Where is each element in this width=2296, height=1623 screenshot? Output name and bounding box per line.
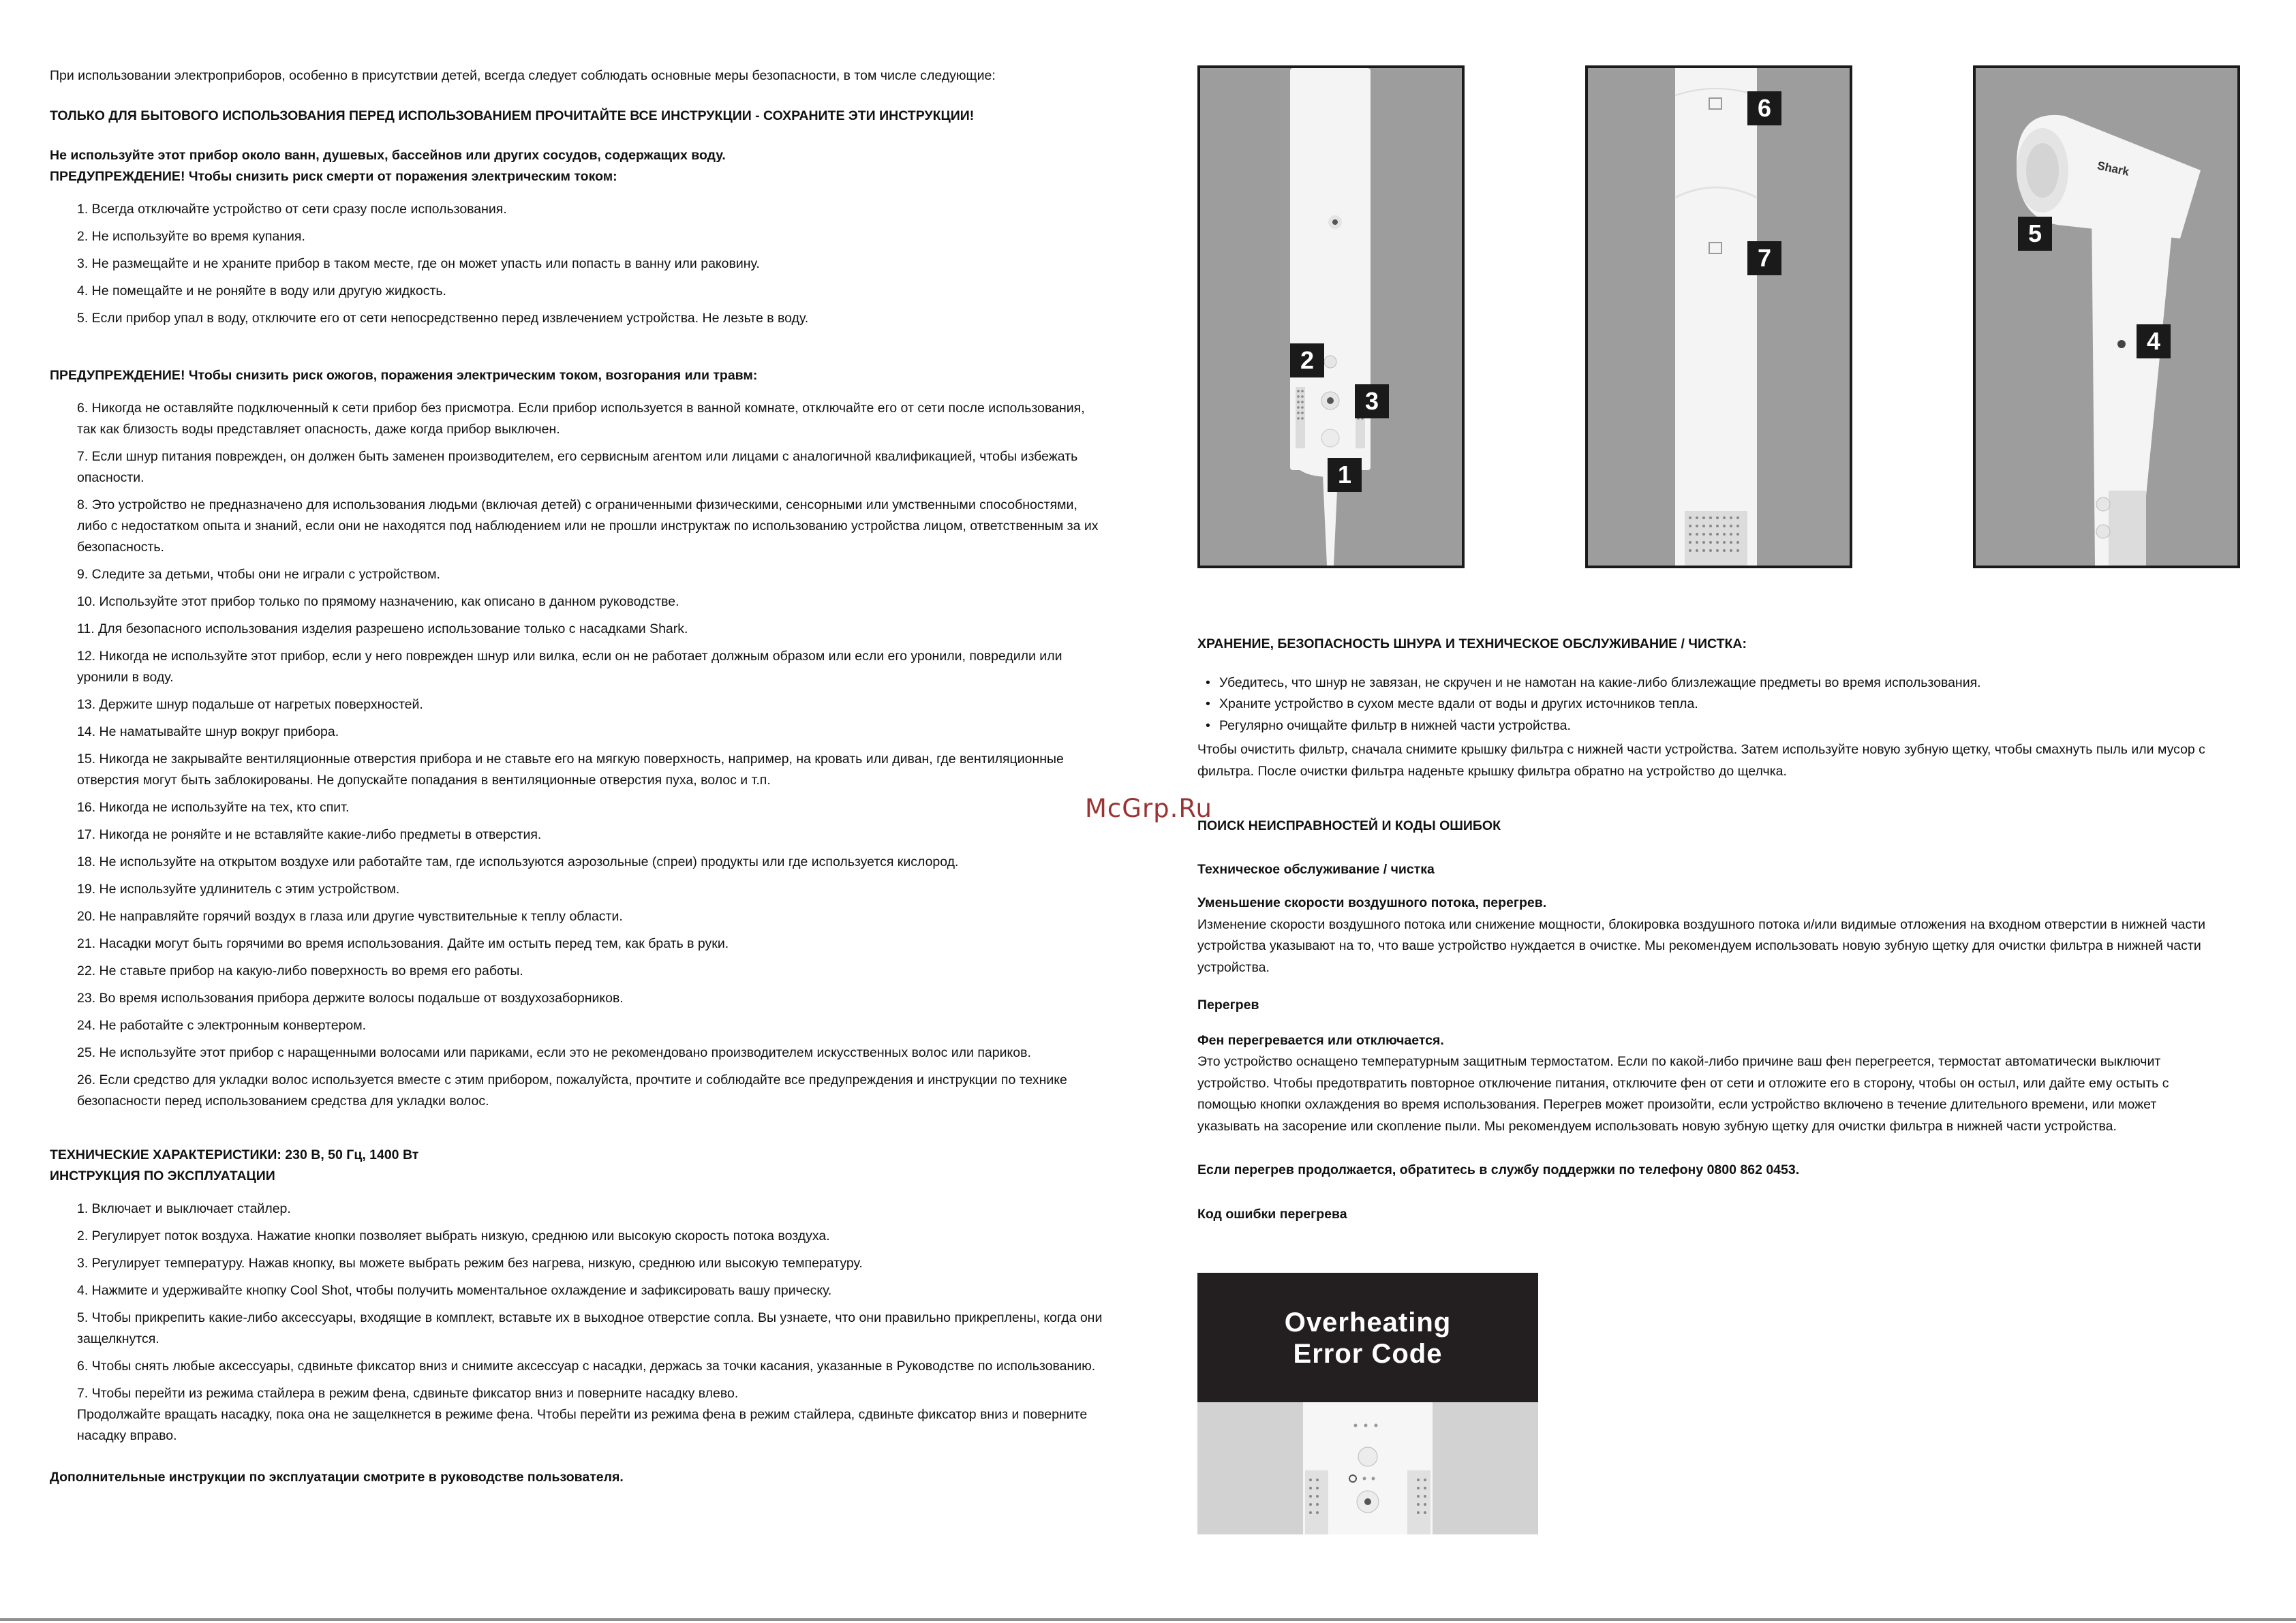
list-item: 16. Никогда не используйте на тех, кто спит. — [77, 800, 350, 815]
shark-logo: Shark — [2096, 159, 2130, 179]
list-item: 21. Насадки могут быть горячими во время использования. Дайте им остыть перед тем, как брать в руки. — [77, 936, 729, 951]
error-code-figure — [1197, 1273, 1538, 1539]
filter-text: Чтобы очистить фильтр, сначала снимите крышку фильтра с нижней части устройства. Затем используйте новую зубную щетку, чтобы смахнуть пыль или мусор с фильтра. После очистки фильтра наденьте крышку фильтра обратно на устройство до щелчка. — [1197, 742, 2205, 779]
list-item: 1. Всегда отключайте устройство от сети сразу после использования. — [77, 202, 507, 217]
list-item-text: 7. Чтобы перейти из режима стайлера в режим фена, сдвиньте фиксатор вниз и поверните насадку влево. — [77, 1386, 739, 1401]
device-closeup-illustration — [1197, 1402, 1538, 1534]
styler-side-illustration — [1588, 68, 1850, 566]
list-item: 12. Никогда не используйте этот прибор, если у него поврежден шнур или вилка, если он не работает должным образом или если его уронили, повредили или уронили в воду. — [77, 649, 1062, 685]
specs: ТЕХНИЧЕСКИЕ ХАРАКТЕРИСТИКИ: 230 В, 50 Гц, 1400 Вт — [50, 1147, 419, 1162]
ops-heading: ИНСТРУКЦИЯ ПО ЭКСПЛУАТАЦИИ — [50, 1169, 275, 1184]
list-item: 25. Не используйте этот прибор с наращенными волосами или париками, если это не рекомендовано производителем искусственных волос или париков. — [77, 1045, 1031, 1060]
list-item: 15. Никогда не закрывайте вентиляционные отверстия прибора и не ставьте его на мягкую поверхность, например, на кровать или диван, где вентиляционные отверстия могут быть заблокированы. Не допускайте попадания в вентиляционные отверстия пуха, волос и т.п. — [77, 752, 1064, 788]
list-item: 1. Включает и выключает стайлер. — [77, 1201, 291, 1216]
error-code-label: Код ошибки перегрева — [1197, 1206, 1347, 1222]
list-item: • Храните устройство в сухом месте вдали от воды и других источников тепла. — [1206, 694, 2220, 715]
figure-attachment — [1585, 65, 1852, 568]
figure-controls — [1197, 65, 1465, 568]
list-item: 3. Регулирует температуру. Нажав кнопку, вы можете выбрать режим без нагрева, низкую, среднюю или высокую температуру. — [77, 1256, 863, 1271]
watermark: McGrp.Ru — [1085, 794, 1212, 823]
footer-note: Дополнительные инструкции по эксплуатации смотрите в руководстве пользователя. — [50, 1470, 624, 1485]
support-note: Если перегрев продолжается, обратитесь в службу поддержки по телефону 0800 862 0453. — [1197, 1162, 1800, 1177]
list-item: 7. Если шнур питания поврежден, он должен быть заменен производителем, его сервисным агентом или лицами с аналогичной квалификацией, чтобы избежать опасности. — [77, 449, 1078, 485]
left-column — [50, 65, 1103, 1488]
list-item: 4. Не помещайте и не роняйте в воду или другую жидкость. — [77, 283, 446, 298]
overheat-heading: Перегрев — [1197, 998, 1259, 1013]
maintenance-heading: Техническое обслуживание / чистка — [1197, 861, 1435, 877]
list-item-continuation: Продолжайте вращать насадку, пока она не защелкнется в режиме фена. Чтобы перейти из режима фена в режим стайлера, сдвиньте фиксатор вниз и поверните насадку вправо. — [77, 1407, 1088, 1443]
ops-list — [50, 1199, 1103, 1447]
list-item: 20. Не направляйте горячий воздух в глаза или другие чувствительные к теплу области. — [77, 909, 623, 924]
list-item: 5. Если прибор упал в воду, отключите его от сети непосредственно перед извлечением устройства. Не лезьте в воду. — [77, 311, 809, 326]
storage-list — [1197, 673, 2220, 737]
list-item: 22. Не ставьте прибор на какую-либо поверхность во время его работы. — [77, 963, 523, 978]
list-item: 4. Нажмите и удерживайте кнопку Cool Shot, чтобы получить моментальное охлаждение и зафиксировать вашу прическу. — [77, 1283, 832, 1298]
list-item: 26. Если средство для укладки волос используется вместе с этим прибором, пожалуйста, прочтите и соблюдайте все предупреждения и инструкции по технике безопасности перед использованием средства для укладки волос. — [77, 1072, 1067, 1109]
figure-dryer-mode — [1973, 65, 2240, 568]
callout-7: 7 — [1747, 241, 1781, 275]
list-item: • Регулярно очищайте фильтр в нижней части устройства. — [1206, 715, 2220, 737]
burn-warning: ПРЕДУПРЕЖДЕНИЕ! Чтобы снизить риск ожогов, поражения электрическим током, возгорания или травм: — [50, 368, 758, 383]
list-item: 19. Не используйте удлинитель с этим устройством. — [77, 882, 400, 897]
error-code-device-photo — [1197, 1402, 1538, 1534]
callout-5: 5 — [2018, 217, 2052, 251]
list-item: 11. Для безопасного использования изделия разрешено использование только с насадками Shark. — [77, 621, 688, 636]
list-item: 2. Не используйте во время купания. — [77, 229, 305, 244]
list-item: 9. Следите за детьми, чтобы они не играли с устройством. — [77, 567, 440, 582]
list-item: 3. Не размещайте и не храните прибор в таком месте, где он может упасть или попасть в ванну или раковину. — [77, 256, 760, 271]
electric-warning: ПРЕДУПРЕЖДЕНИЕ! Чтобы снизить риск смерти от поражения электрическим током: — [50, 169, 617, 184]
list-item: 13. Держите шнур подальше от нагретых поверхностей. — [77, 697, 423, 712]
overheat-subheading: Фен перегревается или отключается. — [1197, 1032, 1444, 1048]
list-item: 17. Никогда не роняйте и не вставляйте какие-либо предметы в отверстия. — [77, 827, 542, 842]
right-column — [1197, 634, 2220, 1225]
list-item: 2. Регулирует поток воздуха. Нажатие кнопки позволяет выбрать низкую, среднюю или высокую скорость потока воздуха. — [77, 1228, 830, 1243]
list-item: 5. Чтобы прикрепить какие-либо аксессуары, входящие в комплект, вставьте их в выходное отверстие сопла. Вы узнаете, что они правильно прикреплены, когда они защелкнутся. — [77, 1310, 1103, 1346]
list-item: 6. Никогда не оставляйте подключенный к сети прибор без присмотра. Если прибор используется в ванной комнате, отключайте его от сети после использования, так как близость воды представляет опасность, даже когда прибор выключен. — [77, 401, 1085, 437]
list-item: 6. Чтобы снять любые аксессуары, сдвиньте фиксатор вниз и снимите аксессуар с насадки, держась за точки касания, указанные в Руководстве по использованию. — [77, 1359, 1096, 1374]
safety-list-2 — [50, 398, 1103, 1112]
error-banner-line-1: Overheating — [1284, 1308, 1452, 1338]
error-code-banner — [1197, 1273, 1538, 1402]
dryer-illustration — [1976, 68, 2237, 566]
storage-heading: ХРАНЕНИЕ, БЕЗОПАСНОСТЬ ШНУРА И ТЕХНИЧЕСКОЕ ОБСЛУЖИВАНИЕ / ЧИСТКА: — [1197, 636, 1747, 651]
airflow-heading: Уменьшение скорости воздушного потока, перегрев. — [1197, 895, 1547, 910]
troubleshooting-heading: ПОИСК НЕИСПРАВНОСТЕЙ И КОДЫ ОШИБОК — [1197, 818, 1501, 833]
list-item: 24. Не работайте с электронным конвертером. — [77, 1018, 367, 1033]
intro-text: При использовании электроприборов, особенно в присутствии детей, всегда следует соблюдать основные меры безопасности, в том числе следующие: — [50, 68, 996, 83]
callout-2: 2 — [1290, 343, 1324, 377]
list-item: • Убедитесь, что шнур не завязан, не скручен и не намотан на какие-либо близлежащие предметы во время использования. — [1206, 673, 2220, 694]
callout-3: 3 — [1355, 384, 1389, 418]
overheat-text: Это устройство оснащено температурным защитным термостатом. Если по какой-либо причине ваш фен перегреется, термостат автоматически выключит устройство. Чтобы предотвратить повторное отключение питания, отключите фен от сети и отложите его в сторону, чтобы он остыл, или дайте ему остыть с помощью кнопки охлаждения во время использования. Перегрев может произойти, если устройство включено в течение длительного времени, или может указывать на засорение или скопление пыли. Мы рекомендуем использовать новую зубную щетку для очистки фильтра в нижней части устройства. — [1197, 1054, 2169, 1134]
list-item: 8. Это устройство не предназначено для использования людьми (включая детей) с ограниченными физическими, сенсорными или умственными способностями, либо с недостатком опыта и знаний, если они не находятся под наблюдением или не прошли инструктаж по использованию устройства лицом, ответственным за их безопасность. — [77, 497, 1099, 555]
main-heading: ТОЛЬКО ДЛЯ БЫТОВОГО ИСПОЛЬЗОВАНИЯ ПЕРЕД ИСПОЛЬЗОВАНИЕМ ПРОЧИТАЙТЕ ВСЕ ИНСТРУКЦИИ - СОХРАНИТЕ ЭТИ ИНСТРУКЦИИ! — [50, 108, 975, 123]
callout-6: 6 — [1747, 91, 1781, 125]
list-item: 23. Во время использования прибора держите волосы подальше от воздухозаборников. — [77, 991, 624, 1006]
list-item — [77, 1383, 1103, 1447]
error-banner-line-2: Error Code — [1293, 1339, 1443, 1369]
list-item: 18. Не используйте на открытом воздухе или работайте там, где используются аэрозольные (спреи) продукты или где используется кислород. — [77, 854, 959, 869]
list-item: 10. Используйте этот прибор только по прямому назначению, как описано в данном руководстве. — [77, 594, 679, 609]
callout-1: 1 — [1328, 458, 1362, 492]
callout-4: 4 — [2137, 324, 2171, 358]
water-warning: Не используйте этот прибор около ванн, душевых, бассейнов или других сосудов, содержащих воду. — [50, 148, 726, 163]
page-bottom-divider — [0, 1618, 2296, 1621]
airflow-text: Изменение скорости воздушного потока или снижение мощности, блокировка воздушного потока и/или видимые отложения на входном отверстии в нижней части устройства указывают на то, что ваше устройство нуждается в очистке. Мы рекомендуем использовать новую зубную щетку для очистки фильтра в нижней части устройства. — [1197, 916, 2206, 975]
list-item: 14. Не наматывайте шнур вокруг прибора. — [77, 724, 339, 739]
safety-list-1 — [50, 199, 1103, 329]
